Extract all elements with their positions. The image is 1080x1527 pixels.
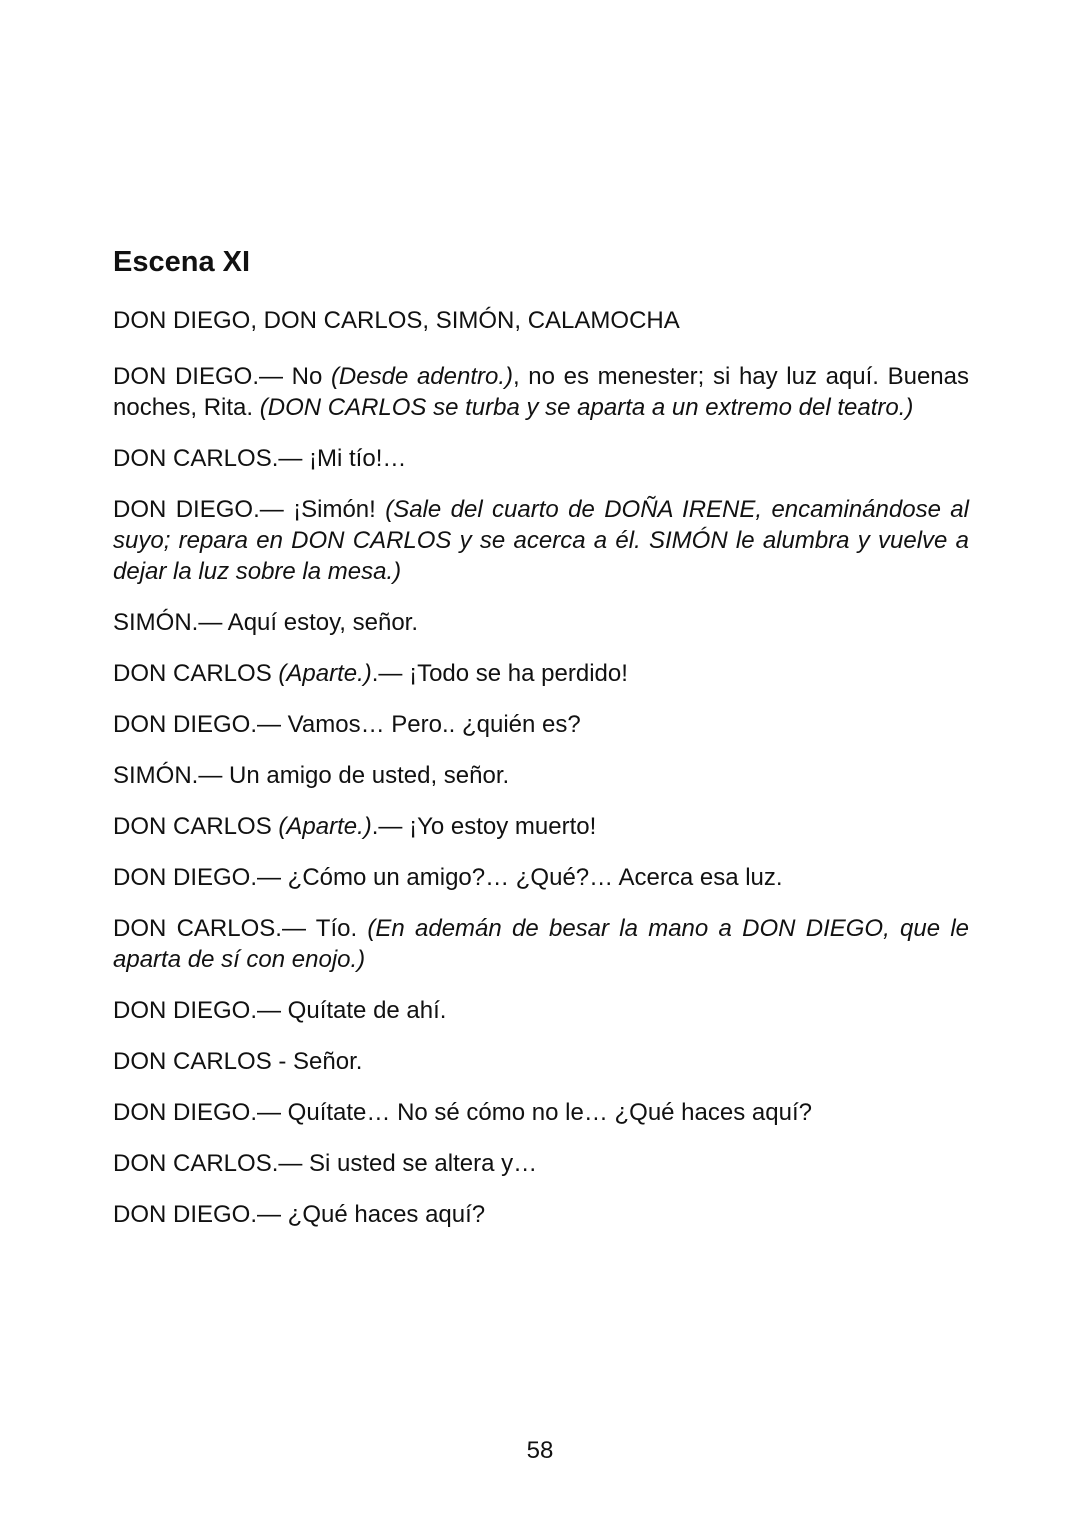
dialogue-text: DON DIEGO.— Quítate… No sé cómo no le… ¿Qué haces aquí?	[113, 1099, 812, 1126]
dialogue-text: SIMÓN.— Aquí estoy, señor.	[113, 609, 419, 636]
dialogue-line	[113, 862, 969, 893]
dialogue-text: DON DIEGO.— ¡Simón!	[113, 496, 386, 523]
dialogue-text: .— ¡Todo se ha perdido!	[371, 660, 628, 687]
dialogue-line	[113, 760, 969, 791]
dialogue-line	[113, 494, 969, 587]
scene-characters: DON DIEGO, DON CARLOS, SIMÓN, CALAMOCHA	[113, 307, 680, 334]
dialogue-line	[113, 443, 969, 474]
stage-direction: (Aparte.)	[278, 813, 372, 840]
dialogue-text: , no es menester; si hay luz aquí. Buenas noches, Rita.	[113, 363, 969, 421]
dialogue-text: DON DIEGO.— ¿Cómo un amigo?… ¿Qué?… Acerca esa luz.	[113, 864, 783, 891]
dialogue-text: DON DIEGO.— ¿Qué haces aquí?	[113, 1201, 486, 1228]
dialogue-line	[113, 1199, 969, 1230]
dialogue-line	[113, 658, 969, 689]
dialogue-text: DON DIEGO.— Vamos… Pero.. ¿quién es?	[113, 711, 581, 738]
dialogue-line	[113, 709, 969, 740]
dialogue-line	[113, 1097, 969, 1128]
scene-title: Escena XI	[113, 246, 251, 278]
stage-direction: (Sale del cuarto de DOÑA IRENE, encaminándose al suyo; repara en DON CARLOS y se acerca a él. SIMÓN le alumbra y vuelve a dejar la luz sobre la mesa.)	[113, 496, 969, 585]
dialogue-text: DON CARLOS	[113, 660, 279, 687]
dialogue-body	[113, 361, 969, 1250]
dialogue-text: DON CARLOS - Señor.	[113, 1048, 363, 1075]
stage-direction: (En ademán de besar la mano a DON DIEGO, que le aparta de sí con enojo.)	[113, 915, 969, 973]
dialogue-line	[113, 995, 969, 1026]
dialogue-text: DON DIEGO.— No	[113, 363, 331, 390]
dialogue-text: DON CARLOS.— Si usted se altera y…	[113, 1150, 538, 1177]
dialogue-line	[113, 913, 969, 975]
dialogue-text: DON CARLOS.— ¡Mi tío!…	[113, 445, 407, 472]
dialogue-line	[113, 1046, 969, 1077]
dialogue-line	[113, 607, 969, 638]
stage-direction: (Desde adentro.)	[330, 363, 513, 390]
dialogue-text: DON DIEGO.— Quítate de ahí.	[113, 997, 447, 1024]
dialogue-line	[113, 361, 969, 423]
stage-direction: (DON CARLOS se turba y se aparta a un extremo del teatro.)	[259, 394, 914, 421]
dialogue-line	[113, 811, 969, 842]
dialogue-text: DON CARLOS	[113, 813, 279, 840]
stage-direction: (Aparte.)	[278, 660, 372, 687]
page-number: 58	[526, 1437, 554, 1464]
dialogue-text: .— ¡Yo estoy muerto!	[371, 813, 597, 840]
dialogue-line	[113, 1148, 969, 1179]
dialogue-text: DON CARLOS.— Tío.	[113, 915, 368, 942]
dialogue-text: SIMÓN.— Un amigo de usted, señor.	[113, 762, 510, 789]
